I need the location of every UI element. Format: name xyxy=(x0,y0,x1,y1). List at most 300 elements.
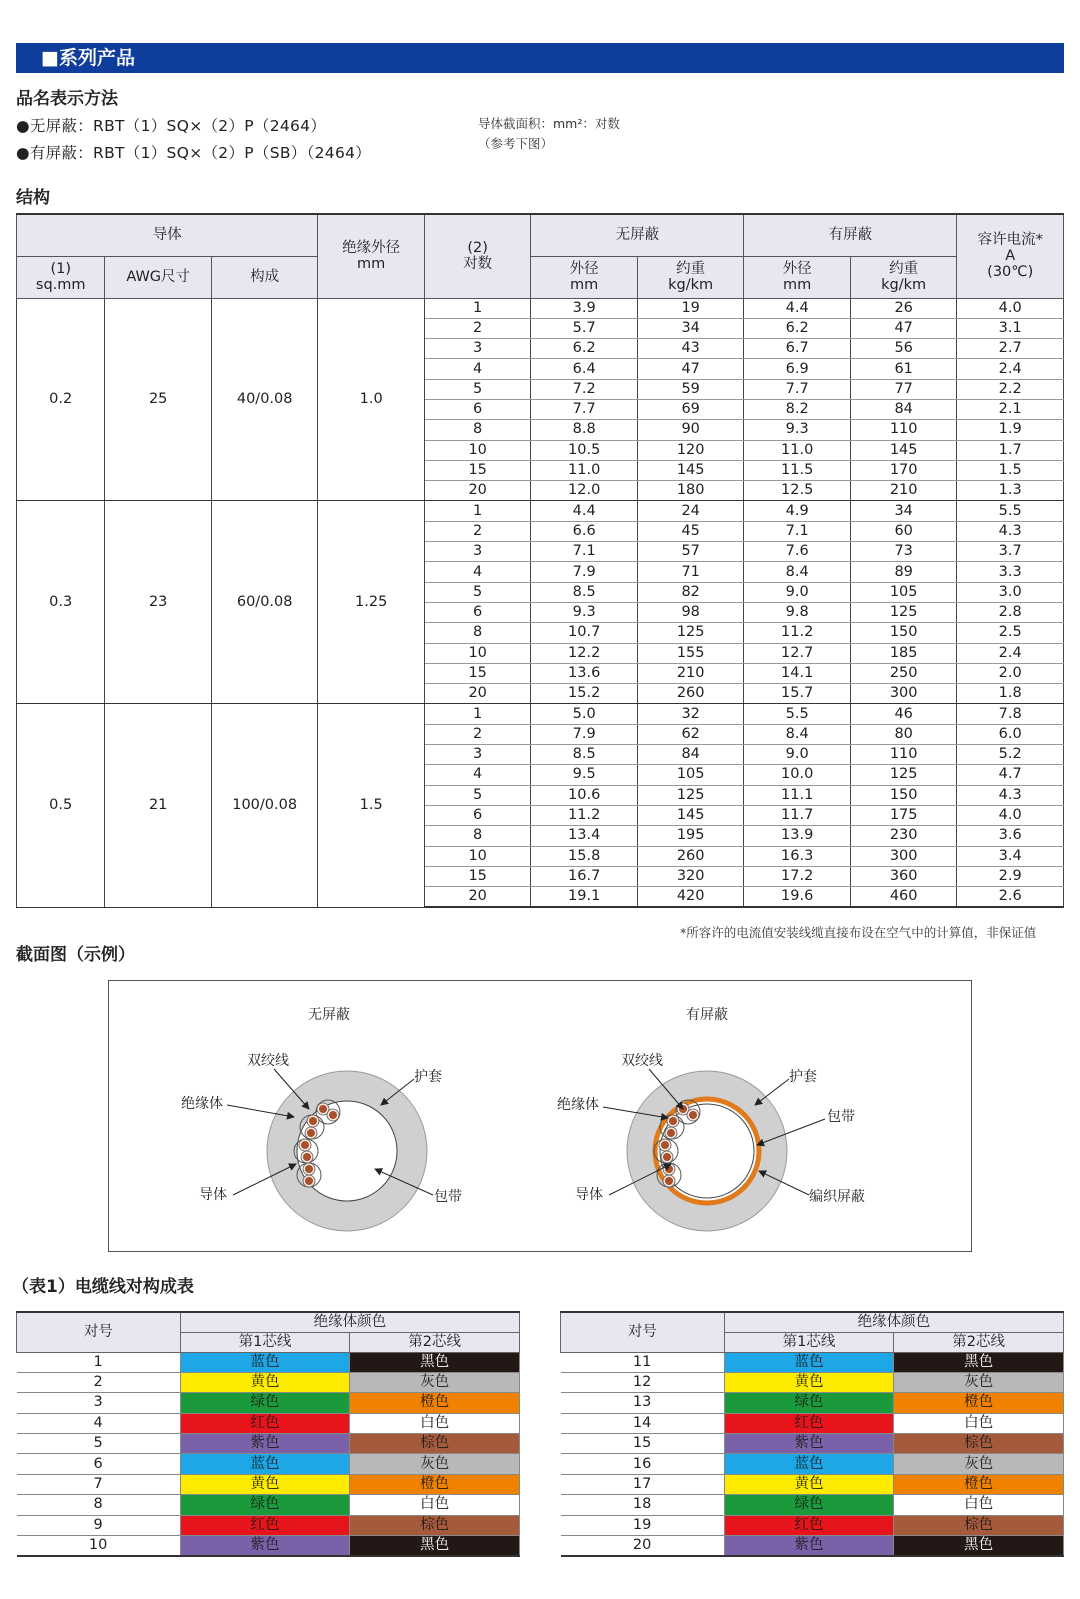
wt-shielded-cell: 80 xyxy=(850,724,957,744)
pair-number: 13 xyxy=(561,1393,725,1413)
current-cell: 2.4 xyxy=(957,643,1064,663)
header-wt-unit: kg/km xyxy=(881,277,927,293)
core2-color-swatch: 灰色 xyxy=(894,1372,1064,1392)
header-insulation-color: 绝缘体颜色 xyxy=(724,1312,1063,1332)
od-unshielded-cell: 9.5 xyxy=(531,765,638,785)
current-cell: 1.9 xyxy=(957,420,1064,440)
current-cell: 4.7 xyxy=(957,765,1064,785)
wt-unshielded-cell: 260 xyxy=(637,684,744,704)
wt-unshielded-cell: 69 xyxy=(637,399,744,419)
core1-color-swatch: 蓝色 xyxy=(180,1352,350,1372)
pairs-cell: 3 xyxy=(424,339,531,359)
pairs-cell: 20 xyxy=(424,481,531,501)
core1-color-swatch: 紫色 xyxy=(724,1536,894,1557)
naming-note: 导体截面积：mm²：对数 xyxy=(478,116,620,131)
unshielded-cable-icon xyxy=(267,1071,427,1231)
pairs-cell: 15 xyxy=(424,663,531,683)
current-cell: 6.0 xyxy=(957,724,1064,744)
header-awg: AWG尺寸 xyxy=(105,256,212,298)
pair-number: 20 xyxy=(561,1536,725,1557)
pair-number: 19 xyxy=(561,1515,725,1535)
current-cell: 4.0 xyxy=(957,298,1064,318)
wt-shielded-cell: 175 xyxy=(850,805,957,825)
header-current-label: 容许电流* xyxy=(977,232,1043,249)
naming-unshielded: ●无屏蔽：RBT（1）SQ×（2）P（2464） xyxy=(16,117,327,135)
label-insulation: 绝缘体 xyxy=(557,1097,599,1113)
conductor-dot xyxy=(309,1117,317,1125)
od-shielded-cell: 7.1 xyxy=(744,521,851,541)
od-shielded-cell: 19.6 xyxy=(744,887,851,908)
core1-color-swatch: 黄色 xyxy=(724,1372,894,1392)
pairs-cell: 1 xyxy=(424,298,531,318)
pair-row xyxy=(561,1413,1064,1433)
wt-unshielded-cell: 45 xyxy=(637,521,744,541)
wt-unshielded-cell: 82 xyxy=(637,582,744,602)
wt-shielded-cell: 73 xyxy=(850,542,957,562)
pair-row xyxy=(17,1393,520,1413)
wt-shielded-cell: 89 xyxy=(850,562,957,582)
pairs-cell: 2 xyxy=(424,724,531,744)
wt-unshielded-cell: 43 xyxy=(637,339,744,359)
header-od-unit: mm xyxy=(783,277,812,293)
wt-unshielded-cell: 34 xyxy=(637,318,744,338)
od-unshielded-cell: 10.7 xyxy=(531,623,638,643)
core1-color-swatch: 黄色 xyxy=(180,1474,350,1494)
pairs-cell: 3 xyxy=(424,745,531,765)
color-table-right-body xyxy=(561,1352,1064,1556)
pair-number: 17 xyxy=(561,1474,725,1494)
pair-row xyxy=(561,1454,1064,1474)
od-unshielded-cell: 15.8 xyxy=(531,846,638,866)
od-unshielded-cell: 11.2 xyxy=(531,805,638,825)
od-unshielded-cell: 4.4 xyxy=(531,501,638,521)
wt-shielded-cell: 77 xyxy=(850,379,957,399)
od-shielded-cell: 17.2 xyxy=(744,866,851,886)
core2-color-swatch: 黑色 xyxy=(894,1536,1064,1557)
pairs-cell: 15 xyxy=(424,866,531,886)
shielded-cable-icon xyxy=(627,1071,787,1231)
header-od-label: 外径 xyxy=(782,261,812,277)
cross-section-diagram xyxy=(108,980,972,1252)
wt-shielded-cell: 61 xyxy=(850,359,957,379)
header-pairs-index: (2) xyxy=(467,240,488,257)
pairs-cell: 10 xyxy=(424,846,531,866)
composition-cell: 60/0.08 xyxy=(211,501,318,704)
pair-row xyxy=(17,1372,520,1392)
header-od-label: 外径 xyxy=(569,261,599,277)
core2-color-swatch: 白色 xyxy=(350,1495,520,1515)
core2-color-swatch: 灰色 xyxy=(894,1454,1064,1474)
pair-number: 1 xyxy=(17,1352,181,1372)
header-current xyxy=(957,214,1064,298)
pairs-cell: 15 xyxy=(424,460,531,480)
wt-unshielded-cell: 195 xyxy=(637,826,744,846)
core2-color-swatch: 棕色 xyxy=(894,1515,1064,1535)
od-shielded-cell: 7.7 xyxy=(744,379,851,399)
core2-color-swatch: 棕色 xyxy=(894,1434,1064,1454)
pair-row xyxy=(17,1413,520,1433)
insulation-cell: 1.25 xyxy=(318,501,425,704)
od-unshielded-cell: 16.7 xyxy=(531,866,638,886)
wt-shielded-cell: 84 xyxy=(850,399,957,419)
label-braid-shield: 编织屏蔽 xyxy=(809,1189,865,1205)
pair-row xyxy=(561,1495,1064,1515)
header-wt-unit: kg/km xyxy=(668,277,714,293)
header-pairs xyxy=(424,214,531,298)
od-unshielded-cell: 6.2 xyxy=(531,339,638,359)
conductor-dot xyxy=(689,1111,697,1119)
sq-cell: 0.3 xyxy=(17,501,105,704)
core1-color-swatch: 绿色 xyxy=(724,1495,894,1515)
pair-number: 6 xyxy=(17,1454,181,1474)
current-cell: 1.8 xyxy=(957,684,1064,704)
awg-cell: 25 xyxy=(105,298,212,501)
pairs-cell: 5 xyxy=(424,379,531,399)
header-current-unit: A xyxy=(1005,248,1016,265)
header-composition: 构成 xyxy=(211,256,318,298)
wt-unshielded-cell: 24 xyxy=(637,501,744,521)
core1-color-swatch: 绿色 xyxy=(724,1393,894,1413)
core1-color-swatch: 黄色 xyxy=(724,1474,894,1494)
od-unshielded-cell: 13.4 xyxy=(531,826,638,846)
core1-color-swatch: 蓝色 xyxy=(724,1454,894,1474)
core2-color-swatch: 灰色 xyxy=(350,1372,520,1392)
naming-shielded: ●有屏蔽：RBT（1）SQ×（2）P（SB）（2464） xyxy=(16,144,372,162)
current-cell: 4.0 xyxy=(957,805,1064,825)
od-unshielded-cell: 7.2 xyxy=(531,379,638,399)
pair-row xyxy=(561,1434,1064,1454)
core2-color-swatch: 黑色 xyxy=(350,1352,520,1372)
wt-unshielded-cell: 145 xyxy=(637,805,744,825)
wt-shielded-cell: 110 xyxy=(850,745,957,765)
header-core2: 第2芯线 xyxy=(894,1332,1064,1352)
color-table-left xyxy=(16,1311,520,1557)
wt-shielded-cell: 460 xyxy=(850,887,957,908)
pair-row xyxy=(17,1454,520,1474)
wt-shielded-cell: 56 xyxy=(850,339,957,359)
od-shielded-cell: 5.5 xyxy=(744,704,851,724)
core2-color-swatch: 橙色 xyxy=(350,1393,520,1413)
header-unshielded: 无屏蔽 xyxy=(531,214,744,256)
header-current-temp: (30℃) xyxy=(987,264,1034,281)
pair-row xyxy=(17,1515,520,1535)
banner-text: ■系列产品 xyxy=(41,47,135,69)
pair-number: 16 xyxy=(561,1454,725,1474)
pair-row xyxy=(17,1474,520,1494)
od-unshielded-cell: 7.1 xyxy=(531,542,638,562)
pair-row xyxy=(561,1536,1064,1557)
wt-unshielded-cell: 420 xyxy=(637,887,744,908)
od-unshielded-cell: 5.7 xyxy=(531,318,638,338)
core1-color-swatch: 红色 xyxy=(724,1515,894,1535)
pairs-cell: 6 xyxy=(424,805,531,825)
core2-color-swatch: 棕色 xyxy=(350,1515,520,1535)
current-cell: 4.3 xyxy=(957,785,1064,805)
spec-table xyxy=(16,213,1064,908)
wt-unshielded-cell: 105 xyxy=(637,765,744,785)
current-cell: 5.5 xyxy=(957,501,1064,521)
pairs-cell: 20 xyxy=(424,887,531,908)
current-cell: 2.4 xyxy=(957,359,1064,379)
wt-shielded-cell: 110 xyxy=(850,420,957,440)
conductor-dot xyxy=(305,1177,313,1185)
conductor-dot xyxy=(303,1153,311,1161)
current-cell: 2.5 xyxy=(957,623,1064,643)
core1-color-swatch: 紫色 xyxy=(180,1434,350,1454)
current-cell: 3.0 xyxy=(957,582,1064,602)
od-shielded-cell: 9.3 xyxy=(744,420,851,440)
od-shielded-cell: 4.9 xyxy=(744,501,851,521)
shielded-title: 有屏蔽 xyxy=(686,1007,728,1023)
pair-row xyxy=(17,1536,520,1557)
current-cell: 2.2 xyxy=(957,379,1064,399)
core2-color-swatch: 白色 xyxy=(894,1413,1064,1433)
conductor-dot xyxy=(305,1165,313,1173)
wt-unshielded-cell: 120 xyxy=(637,440,744,460)
wt-unshielded-cell: 125 xyxy=(637,785,744,805)
pair-number: 9 xyxy=(17,1515,181,1535)
od-shielded-cell: 6.7 xyxy=(744,339,851,359)
pairs-cell: 3 xyxy=(424,542,531,562)
pair-number: 15 xyxy=(561,1434,725,1454)
wt-unshielded-cell: 155 xyxy=(637,643,744,663)
wt-shielded-cell: 46 xyxy=(850,704,957,724)
current-cell: 5.2 xyxy=(957,745,1064,765)
core2-color-swatch: 黑色 xyxy=(894,1352,1064,1372)
label-jacket: 护套 xyxy=(414,1069,442,1085)
core1-color-swatch: 紫色 xyxy=(724,1434,894,1454)
header-insulation-label: 绝缘外径 xyxy=(342,240,401,257)
pairs-cell: 6 xyxy=(424,602,531,622)
pairs-cell: 2 xyxy=(424,521,531,541)
pairs-cell: 8 xyxy=(424,623,531,643)
cross-section-svg xyxy=(109,981,973,1253)
conductor-dot xyxy=(663,1153,671,1161)
label-tape: 包带 xyxy=(827,1109,855,1125)
core1-color-swatch: 蓝色 xyxy=(180,1454,350,1474)
label-twisted-pair: 双绞线 xyxy=(621,1053,663,1069)
od-shielded-cell: 6.9 xyxy=(744,359,851,379)
od-shielded-cell: 11.5 xyxy=(744,460,851,480)
wt-shielded-cell: 230 xyxy=(850,826,957,846)
conductor-dot xyxy=(307,1129,315,1137)
pair-number: 10 xyxy=(17,1536,181,1557)
pair-number: 11 xyxy=(561,1352,725,1372)
composition-cell: 40/0.08 xyxy=(211,298,318,501)
wt-shielded-cell: 105 xyxy=(850,582,957,602)
label-tape: 包带 xyxy=(434,1189,462,1205)
insulation-cell: 1.5 xyxy=(318,704,425,907)
wt-unshielded-cell: 210 xyxy=(637,663,744,683)
color-table-right xyxy=(560,1311,1064,1557)
core1-color-swatch: 绿色 xyxy=(180,1495,350,1515)
wt-unshielded-cell: 180 xyxy=(637,481,744,501)
naming-heading: 品名表示方法 xyxy=(16,89,118,109)
wt-shielded-cell: 150 xyxy=(850,785,957,805)
wt-unshielded-cell: 90 xyxy=(637,420,744,440)
od-unshielded-cell: 3.9 xyxy=(531,298,638,318)
header-insulation-unit: mm xyxy=(357,256,386,273)
wt-unshielded-cell: 125 xyxy=(637,623,744,643)
wt-shielded-cell: 47 xyxy=(850,318,957,338)
pair-number: 4 xyxy=(17,1413,181,1433)
header-insulation xyxy=(318,214,425,298)
od-shielded-cell: 14.1 xyxy=(744,663,851,683)
od-shielded-cell: 11.7 xyxy=(744,805,851,825)
pair-row xyxy=(17,1434,520,1454)
core2-color-swatch: 橙色 xyxy=(894,1393,1064,1413)
wt-shielded-cell: 34 xyxy=(850,501,957,521)
current-cell: 4.3 xyxy=(957,521,1064,541)
insulation-cell: 1.0 xyxy=(318,298,425,501)
core2-color-swatch: 灰色 xyxy=(350,1454,520,1474)
current-cell: 2.9 xyxy=(957,866,1064,886)
pairs-cell: 4 xyxy=(424,562,531,582)
wt-unshielded-cell: 62 xyxy=(637,724,744,744)
header-sq xyxy=(17,256,105,298)
header-shielded: 有屏蔽 xyxy=(744,214,957,256)
pairs-cell: 1 xyxy=(424,501,531,521)
core2-color-swatch: 白色 xyxy=(350,1413,520,1433)
pairs-cell: 10 xyxy=(424,440,531,460)
od-unshielded-cell: 6.4 xyxy=(531,359,638,379)
pair-row xyxy=(17,1495,520,1515)
current-cell: 1.3 xyxy=(957,481,1064,501)
header-wt-label: 约重 xyxy=(676,261,706,277)
pair-row xyxy=(17,1352,520,1372)
pair-row xyxy=(561,1372,1064,1392)
current-footnote: *所容许的电流值安装线缆直接布设在空气中的计算值，非保证值 xyxy=(680,925,1037,940)
section-banner xyxy=(16,43,1064,73)
wt-shielded-cell: 300 xyxy=(850,684,957,704)
core1-color-swatch: 绿色 xyxy=(180,1393,350,1413)
wt-shielded-cell: 150 xyxy=(850,623,957,643)
wt-shielded-cell: 60 xyxy=(850,521,957,541)
current-cell: 1.5 xyxy=(957,460,1064,480)
od-unshielded-cell: 8.8 xyxy=(531,420,638,440)
od-shielded-cell: 8.2 xyxy=(744,399,851,419)
header-sq-index: (1) xyxy=(50,261,71,277)
pairs-cell: 4 xyxy=(424,359,531,379)
conductor-dot xyxy=(319,1105,327,1113)
current-cell: 1.7 xyxy=(957,440,1064,460)
current-cell: 2.0 xyxy=(957,663,1064,683)
composition-cell: 100/0.08 xyxy=(211,704,318,907)
current-cell: 3.3 xyxy=(957,562,1064,582)
label-jacket: 护套 xyxy=(789,1069,817,1085)
header-wt-label: 约重 xyxy=(889,261,919,277)
header-wt-shielded xyxy=(850,256,957,298)
pair-number: 14 xyxy=(561,1413,725,1433)
od-unshielded-cell: 5.0 xyxy=(531,704,638,724)
od-shielded-cell: 10.0 xyxy=(744,765,851,785)
od-shielded-cell: 8.4 xyxy=(744,724,851,744)
wt-unshielded-cell: 260 xyxy=(637,846,744,866)
core2-color-swatch: 黑色 xyxy=(350,1536,520,1557)
header-pair-no: 对号 xyxy=(17,1312,181,1352)
sq-cell: 0.2 xyxy=(17,298,105,501)
od-unshielded-cell: 9.3 xyxy=(531,602,638,622)
conductor-dot xyxy=(667,1129,675,1137)
header-core2: 第2芯线 xyxy=(350,1332,520,1352)
current-cell: 7.8 xyxy=(957,704,1064,724)
wt-unshielded-cell: 59 xyxy=(637,379,744,399)
pairs-cell: 2 xyxy=(424,318,531,338)
od-unshielded-cell: 11.0 xyxy=(531,460,638,480)
wt-shielded-cell: 26 xyxy=(850,298,957,318)
od-unshielded-cell: 12.0 xyxy=(531,481,638,501)
od-shielded-cell: 6.2 xyxy=(744,318,851,338)
spec-table-body xyxy=(17,298,1064,907)
pairs-cell: 8 xyxy=(424,826,531,846)
header-core1: 第1芯线 xyxy=(724,1332,894,1352)
cross-section-heading: 截面图（示例） xyxy=(16,945,135,965)
spec-row xyxy=(17,298,1064,318)
core2-color-swatch: 橙色 xyxy=(894,1474,1064,1494)
current-cell: 3.7 xyxy=(957,542,1064,562)
current-cell: 2.6 xyxy=(957,887,1064,908)
od-shielded-cell: 11.1 xyxy=(744,785,851,805)
od-shielded-cell: 7.6 xyxy=(744,542,851,562)
pair-number: 7 xyxy=(17,1474,181,1494)
od-unshielded-cell: 8.5 xyxy=(531,582,638,602)
od-unshielded-cell: 10.5 xyxy=(531,440,638,460)
od-unshielded-cell: 7.7 xyxy=(531,399,638,419)
structure-heading: 结构 xyxy=(16,188,50,208)
pairs-cell: 8 xyxy=(424,420,531,440)
od-shielded-cell: 11.0 xyxy=(744,440,851,460)
spec-row xyxy=(17,704,1064,724)
conductor-dot xyxy=(329,1111,337,1119)
label-twisted-pair: 双绞线 xyxy=(247,1053,289,1069)
wt-unshielded-cell: 47 xyxy=(637,359,744,379)
pairs-cell: 5 xyxy=(424,582,531,602)
od-unshielded-cell: 8.5 xyxy=(531,745,638,765)
pairs-cell: 4 xyxy=(424,765,531,785)
header-wt-unshielded xyxy=(637,256,744,298)
awg-cell: 23 xyxy=(105,501,212,704)
od-unshielded-cell: 6.6 xyxy=(531,521,638,541)
wt-unshielded-cell: 32 xyxy=(637,704,744,724)
od-shielded-cell: 9.0 xyxy=(744,745,851,765)
core1-color-swatch: 黄色 xyxy=(180,1372,350,1392)
core2-color-swatch: 橙色 xyxy=(350,1474,520,1494)
pairs-cell: 10 xyxy=(424,643,531,663)
core2-color-swatch: 棕色 xyxy=(350,1434,520,1454)
header-pairs-label: 对数 xyxy=(463,256,493,273)
color-table-heading: （表1）电缆线对构成表 xyxy=(12,1277,194,1297)
pairs-cell: 5 xyxy=(424,785,531,805)
core1-color-swatch: 红色 xyxy=(724,1413,894,1433)
od-shielded-cell: 11.2 xyxy=(744,623,851,643)
wt-unshielded-cell: 98 xyxy=(637,602,744,622)
header-pair-no: 对号 xyxy=(561,1312,725,1352)
pair-number: 8 xyxy=(17,1495,181,1515)
wt-shielded-cell: 210 xyxy=(850,481,957,501)
pair-number: 18 xyxy=(561,1495,725,1515)
od-unshielded-cell: 19.1 xyxy=(531,887,638,908)
current-cell: 2.8 xyxy=(957,602,1064,622)
pair-number: 3 xyxy=(17,1393,181,1413)
header-od-shielded xyxy=(744,256,851,298)
core1-color-swatch: 红色 xyxy=(180,1515,350,1535)
od-shielded-cell: 4.4 xyxy=(744,298,851,318)
od-unshielded-cell: 7.9 xyxy=(531,724,638,744)
wt-shielded-cell: 170 xyxy=(850,460,957,480)
core2-color-swatch: 白色 xyxy=(894,1495,1064,1515)
od-shielded-cell: 8.4 xyxy=(744,562,851,582)
wt-shielded-cell: 125 xyxy=(850,602,957,622)
